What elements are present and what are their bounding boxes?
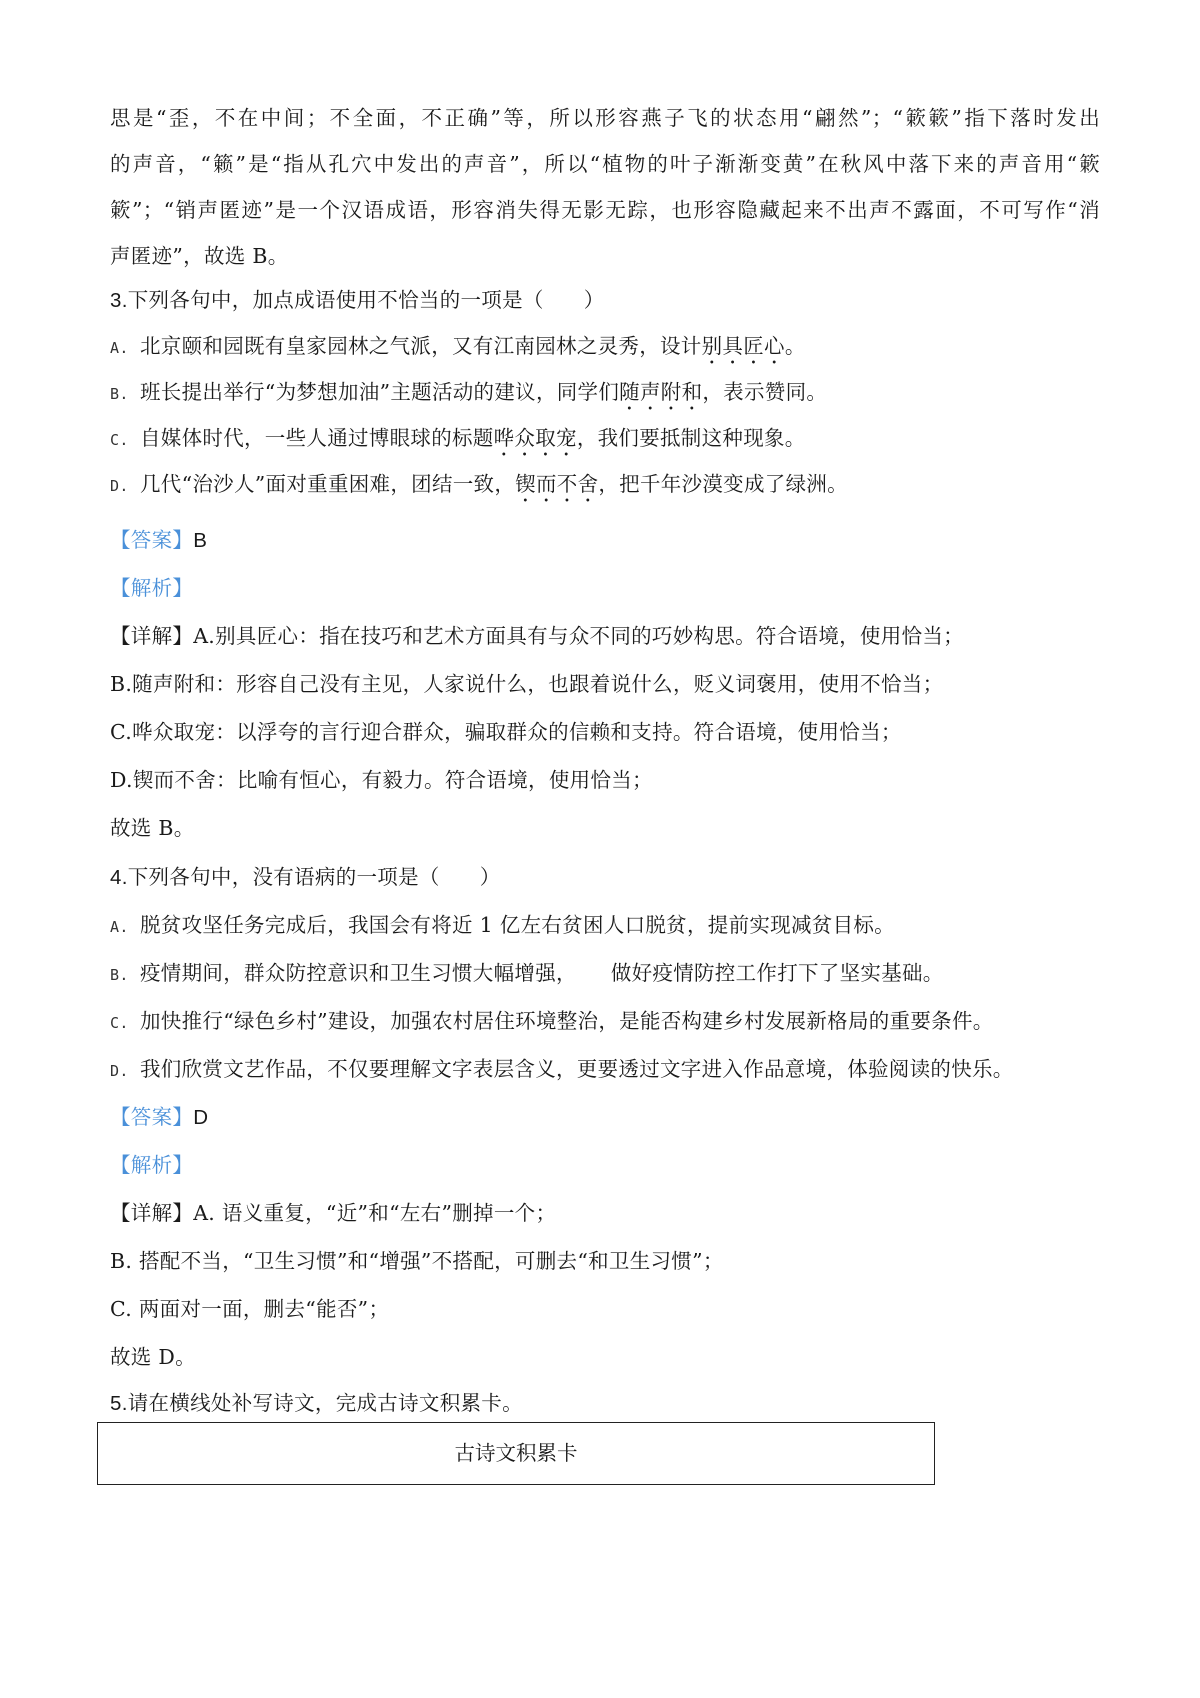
option-text: 做好疫情防控工作打下了坚实基础。 [610, 961, 944, 985]
card-title: 古诗文积累卡 [454, 1441, 578, 1465]
poetry-card [97, 1422, 935, 1485]
option-letter: A. [110, 339, 129, 357]
dotted-idiom: 别具匠心 [701, 334, 785, 358]
question-number: 4. [110, 866, 128, 889]
detail-line: 【详解】A. 语义重复，“近”和“左右”删掉一个； [110, 1201, 557, 1225]
answer-line [110, 1102, 1100, 1133]
question-number: 5. [110, 1392, 128, 1415]
option-text: 几代“治沙人”面对重重困难，团结一致， [140, 472, 516, 496]
option-letter: D. [110, 477, 129, 495]
option-letter: B. [110, 966, 129, 984]
option-text: 班长提出举行“为梦想加油”主题活动的建议，同学们 [140, 380, 620, 404]
question-number: 3. [110, 289, 128, 312]
option-c [110, 1006, 1100, 1038]
dotted-idiom: 哗众取宠 [493, 426, 577, 450]
option-text: 加快推行“绿色乡村”建设，加强农村居住环境整治，是能否构建乡村发展新格局的重要条件。 [140, 1009, 994, 1033]
option-d [110, 469, 1100, 507]
analysis-tag [110, 573, 1100, 603]
detail-line: D.锲而不舍：比喻有恒心，有毅力。符合语境，使用恰当； [110, 768, 653, 792]
question-bracket-close: ） [479, 865, 501, 889]
option-letter: A. [110, 918, 129, 936]
answer-tag: 【答案】 [110, 528, 194, 552]
question-5-stem [110, 1388, 1100, 1419]
question-4-stem [110, 862, 1100, 893]
option-text: 自媒体时代，一些人通过博眼球的标题 [140, 426, 494, 450]
detail-line: B.随声附和：形容自己没有主见，人家说什么，也跟着说什么，贬义词褒用，使用不恰当； [110, 672, 944, 696]
question-3-stem [110, 285, 1100, 316]
analysis-label: 【解析】 [110, 1153, 194, 1177]
option-text: ，我们要抵制这种现象。 [576, 426, 806, 450]
option-c [110, 423, 1100, 461]
intro-line: 簌”；“销声匿迹”是一个汉语成语，形容消失得无影无踪，也形容隐藏起来不出声不露面，不可写作“消 [110, 198, 1100, 222]
option-text: 北京颐和园既有皇家园林之气派，又有江南园林之灵秀，设计 [140, 334, 702, 358]
dotted-idiom: 锲而不舍 [515, 472, 599, 496]
answer-value: B [193, 529, 208, 552]
question-text: 请在横线处补写诗文，完成古诗文积累卡。 [127, 1391, 523, 1415]
option-b [110, 958, 1100, 990]
conclusion-line: 故选 B。 [110, 816, 195, 840]
option-a [110, 910, 1100, 942]
dotted-idiom: 随声附和 [619, 380, 703, 404]
option-letter: D. [110, 1062, 129, 1080]
option-a [110, 331, 1100, 369]
option-letter: B. [110, 385, 129, 403]
detail-line: B. 搭配不当，“卫生习惯”和“增强”不搭配，可删去“和卫生习惯”； [110, 1249, 724, 1273]
conclusion-line: 故选 D。 [110, 1345, 196, 1369]
option-text: ，表示赞同。 [702, 380, 828, 404]
answer-tag: 【答案】 [110, 1105, 194, 1129]
option-letter: C. [110, 1014, 129, 1032]
option-text: ，把千年沙漠变成了绿洲。 [598, 472, 848, 496]
question-text: 下列各句中，加点成语使用不恰当的一项是（ [127, 288, 544, 312]
question-bracket-close: ） [583, 288, 605, 312]
option-b [110, 377, 1100, 415]
option-d [110, 1054, 1100, 1086]
answer-line [110, 525, 1100, 556]
detail-line: C. 两面对一面，删去“能否”； [110, 1297, 390, 1321]
option-text: 脱贫攻坚任务完成后，我国会有将近 1 亿左右贫困人口脱贫，提前实现减贫目标。 [140, 913, 895, 937]
option-text: 。 [784, 334, 806, 358]
analysis-label: 【解析】 [110, 576, 194, 600]
question-text: 下列各句中，没有语病的一项是（ [127, 865, 440, 889]
intro-line: 思是“歪，不在中间；不全面，不正确”等，所以形容燕子飞的状态用“翩然”；“簌簌”指下落时发出 [110, 106, 1100, 130]
detail-line: C.哗众取宠：以浮夸的言行迎合群众，骗取群众的信赖和支持。符合语境，使用恰当； [110, 720, 902, 744]
answer-value: D [193, 1106, 209, 1129]
option-text: 我们欣赏文艺作品，不仅要理解文字表层含义，更要透过文字进入作品意境，体验阅读的快乐。 [140, 1057, 1014, 1081]
detail-line: 【详解】A.别具匠心：指在技巧和艺术方面具有与众不同的巧妙构思。符合语境，使用恰当； [110, 624, 964, 648]
analysis-tag [110, 1150, 1100, 1180]
intro-line: 声匿迹”，故选 B。 [110, 244, 289, 268]
option-letter: C. [110, 431, 129, 449]
option-text: 疫情期间，群众防控意识和卫生习惯大幅增强， [140, 961, 577, 985]
intro-line: 的声音，“籁”是“指从孔穴中发出的声音”，所以“植物的叶子渐渐变黄”在秋风中落下来的声音用“簌 [110, 152, 1100, 176]
